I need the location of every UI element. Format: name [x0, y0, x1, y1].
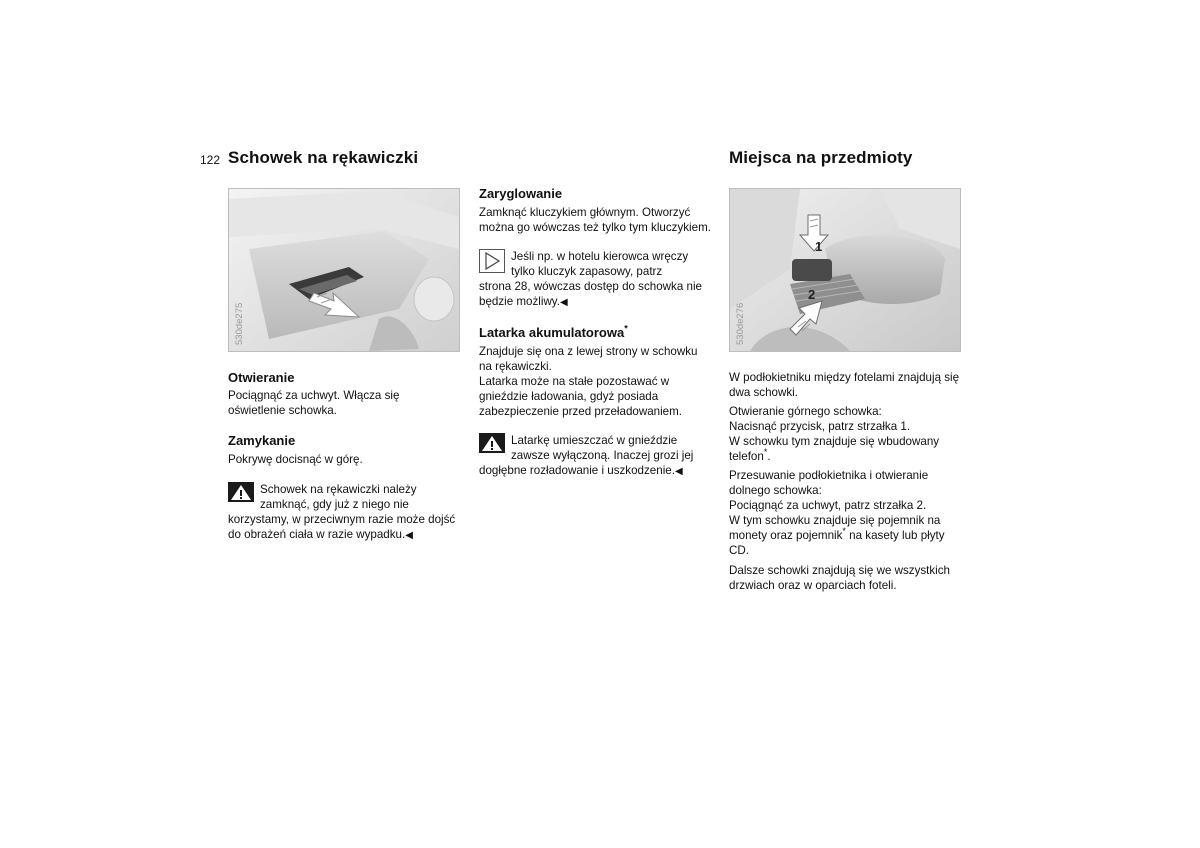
- lower-compartment-text: Przesuwanie podłokietnika i otwieranie dolnego schowka: Pociągnąć za uchwyt, patrz strzałka 2. W tym schowku znajduje się pojemnik na monety oraz pojemnik* na kasety lub płyty CD.: [729, 469, 945, 557]
- figure-code: 530de275: [234, 302, 245, 345]
- end-mark-icon: ◀: [674, 466, 683, 477]
- heading-zaryglowanie: Zaryglowanie: [479, 186, 563, 201]
- other-compartments-text: Dalsze schowki znajdują się we wszystkich drzwiach oraz w oparciach foteli.: [729, 564, 951, 592]
- glovebox-illustration: [229, 189, 459, 351]
- heading-latarka: Latarka akumulatorowa*: [479, 323, 628, 340]
- latarka-text: Znajduje się ona z lewej strony w schowku na rękawiczki. Latarka może na stałe pozostawać w gnieździe ładowania, gdyż posiada zabezpieczenie przed przeładowaniem.: [479, 345, 698, 418]
- warning-triangle-icon: [479, 433, 505, 453]
- heading-otwieranie: Otwieranie: [228, 370, 295, 385]
- armrest-intro: W podłokietniku między fotelami znajdują się dwa schowki.: [729, 371, 960, 399]
- armrest-figure: [729, 188, 961, 352]
- note-block: Jeśli np. w hotelu kierowca wręczy tylko kluczyk zapasowy, patrz strona 28, wówczas dostęp do schowka nie będzie możliwy.◀: [479, 250, 702, 308]
- option-star: *: [763, 447, 768, 458]
- warning-block-middle: Latarkę umieszczać w gnieździe zawsze wyłączoną. Inaczej grozi jej dogłębne rozładowanie i uszkodzenie.◀: [479, 434, 694, 477]
- note-triangle-icon: [479, 249, 505, 273]
- figure-code: 530de276: [735, 302, 746, 345]
- arrow-1-label: 1: [815, 239, 823, 254]
- zaryglowanie-text: Zamknąć kluczykiem głównym. Otworzyć można go wówczas też tylko tym kluczykiem.: [479, 206, 711, 234]
- option-star: *: [842, 526, 846, 537]
- end-mark-icon: ◀: [405, 530, 413, 541]
- warning-triangle-icon: [228, 482, 254, 502]
- arrow-2-label: 2: [808, 287, 816, 302]
- warning-block-left: Schowek na rękawiczki należy zamknąć, gdy już z niego nie korzystamy, w przeciwnym razie może dojść do obrażeń ciała w razie wypadku.◀: [228, 483, 456, 541]
- otwieranie-text: Pociągnąć za uchwyt. Włącza się oświetlenie schowka.: [228, 389, 400, 417]
- page-number: 122: [200, 153, 221, 167]
- option-star: *: [624, 323, 628, 334]
- glovebox-figure: [228, 188, 460, 352]
- zamykanie-text: Pokrywę docisnąć w górę.: [228, 453, 363, 466]
- heading-zamykanie: Zamykanie: [228, 433, 296, 448]
- end-mark-icon: ◀: [559, 297, 568, 308]
- page-title-left: Schowek na rękawiczki: [228, 148, 419, 167]
- armrest-illustration: [730, 189, 960, 351]
- upper-compartment-text: Otwieranie górnego schowka: Nacisnąć przycisk, patrz strzałka 1. W schowku tym znajduje się wbudowany telefon*.: [729, 405, 940, 463]
- page-title-right: Miejsca na przedmioty: [729, 148, 913, 167]
